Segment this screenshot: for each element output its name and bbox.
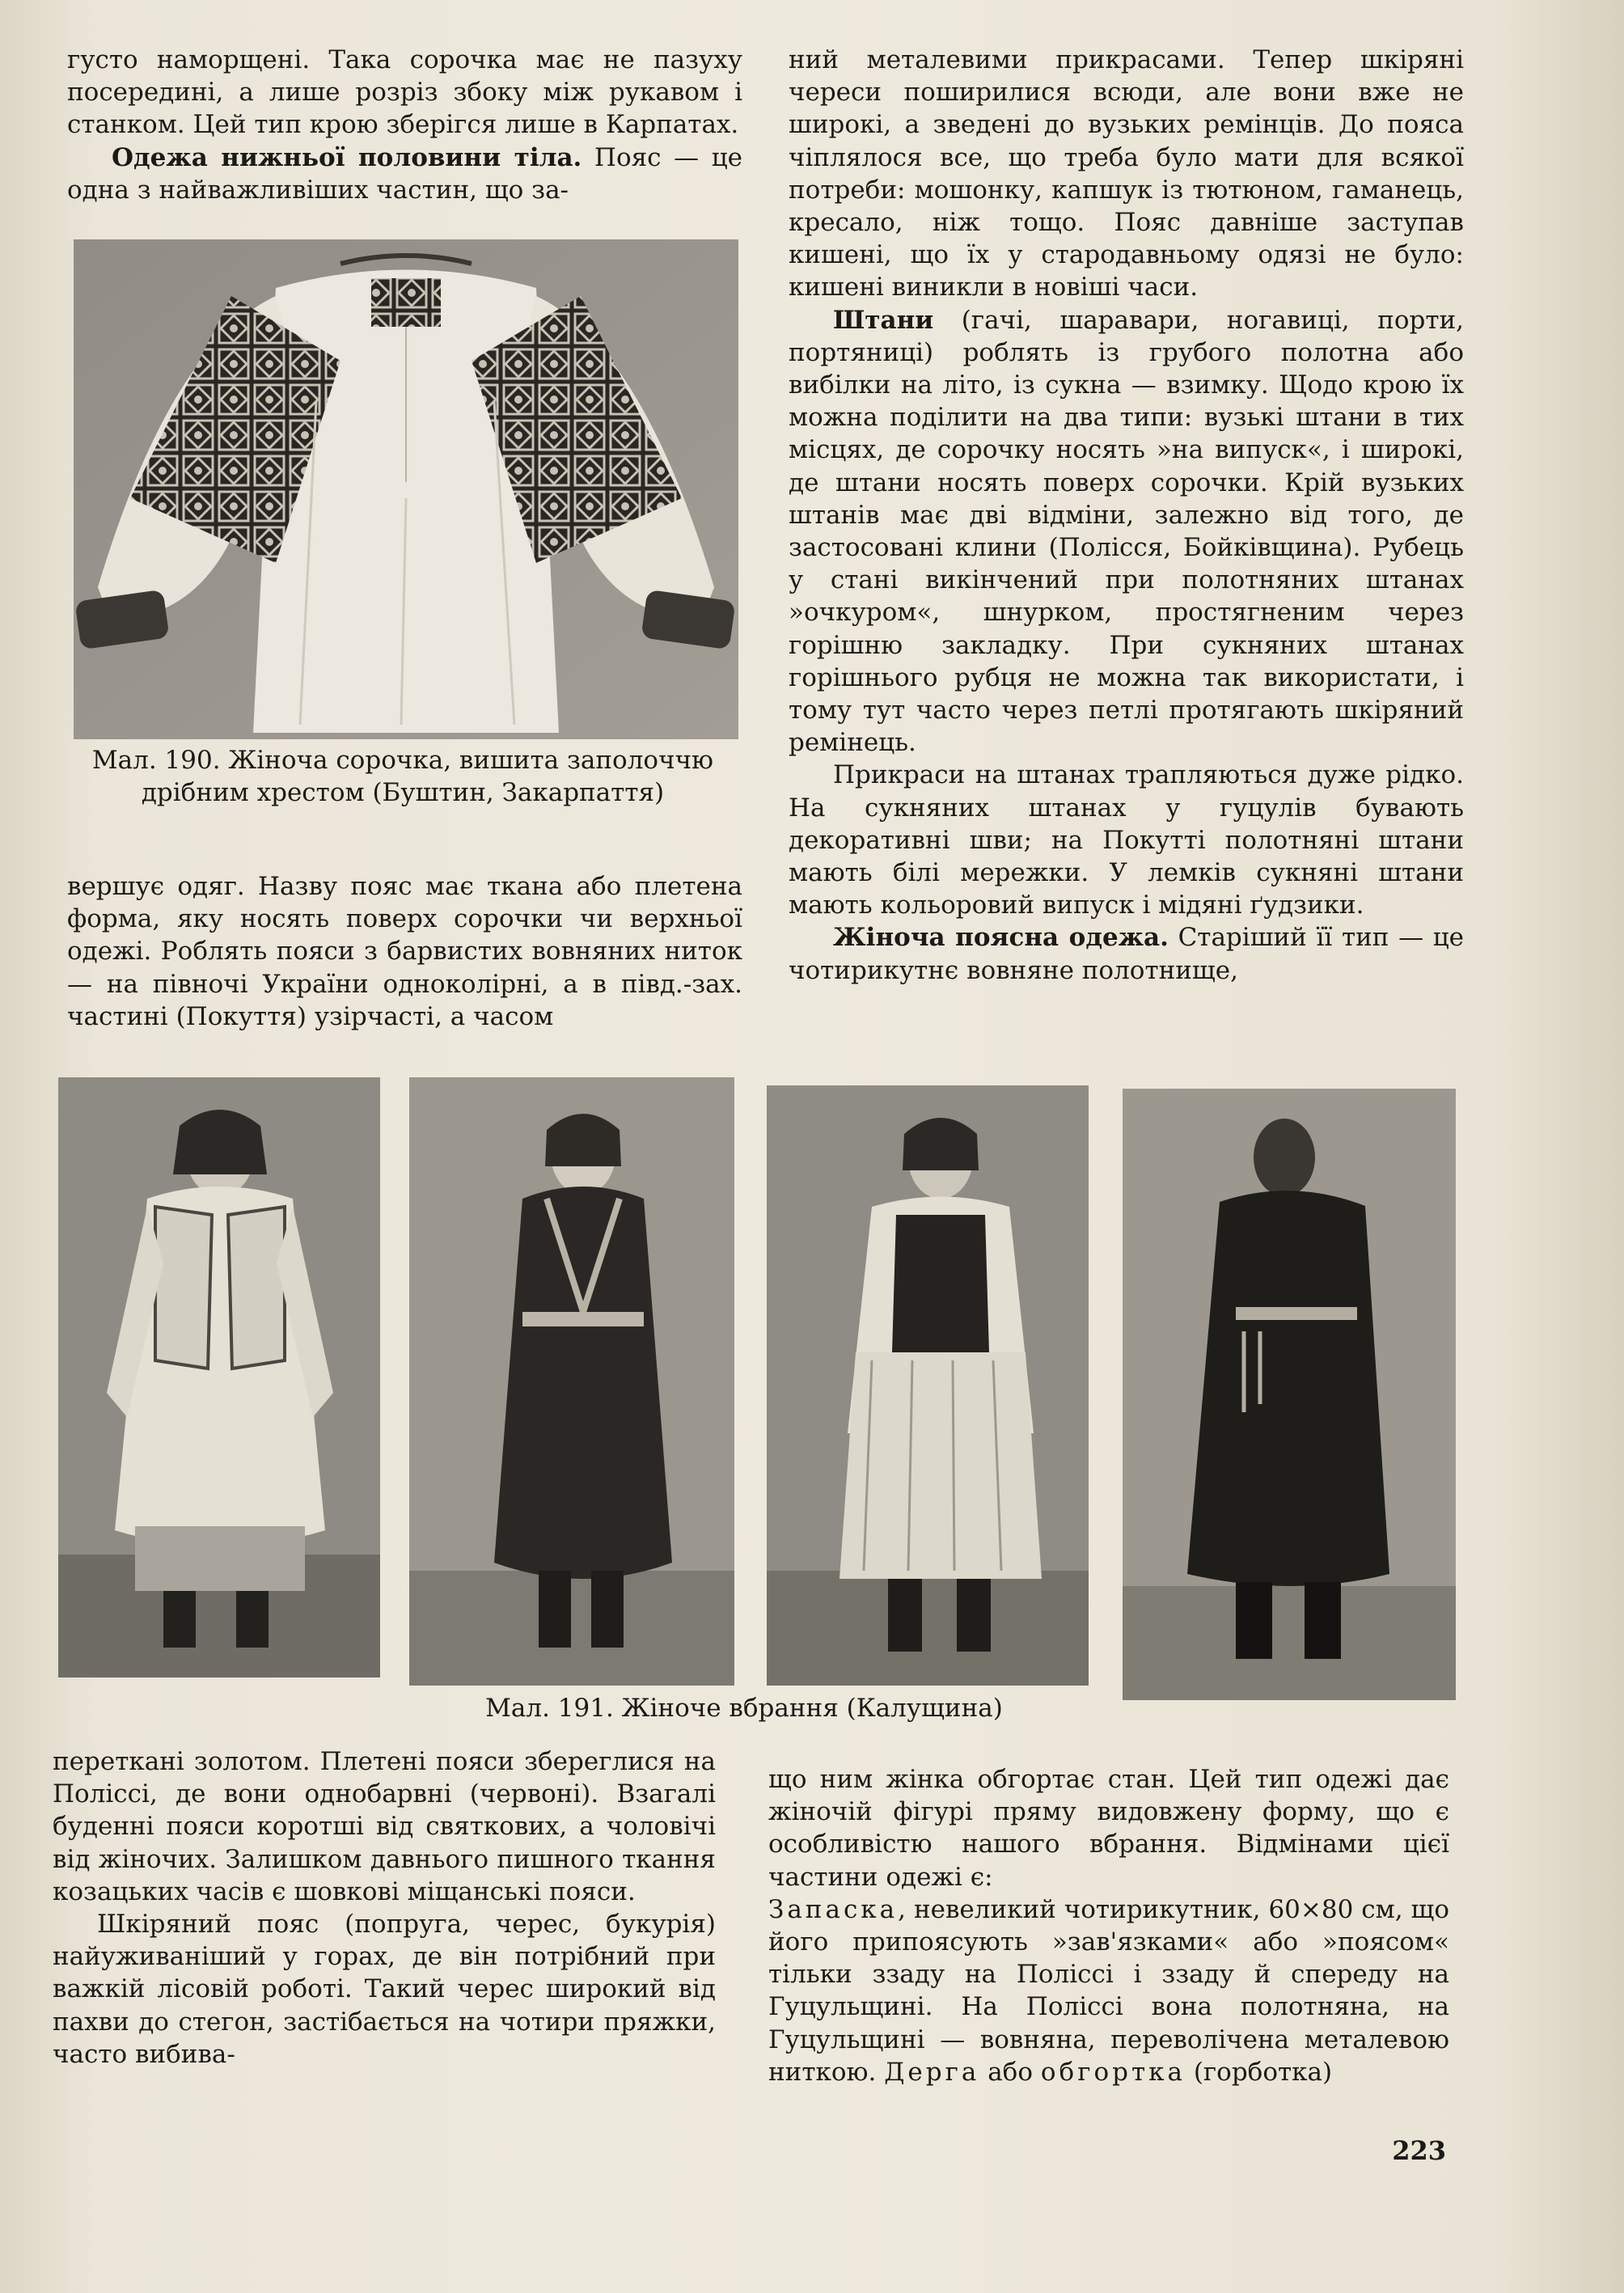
figure-191-photo-4 [1123, 1089, 1456, 1700]
text-column-bottom-left [53, 1745, 716, 2071]
figure-190-caption: Мал. 190. Жіноча сорочка, вишита заполоччю дрібним хрестом (Буштин, Закарпаття) [91, 746, 714, 807]
paragraph: Одежа нижньої половини тіла. Пояс — це одна з найважливіших частин, що за- [67, 142, 742, 205]
text-column-mid-left [67, 870, 742, 1033]
paragraph: вершує одяг. Назву пояс має ткана або плетена форма, яку носять поверх сорочки чи верхньої одежі. Роблять пояси з барвистих вовняних ниток — на півночі України одноколірні, а в півд.-зах. частині (Покуття) узірчасті, а часом [67, 872, 742, 1031]
paragraph: що ним жінка обгортає стан. Цей тип одежі дає жіночій фігурі пряму видовжену форму, що є особливістю нашого вбрання. Відмінами цієї частини одежі є: [768, 1765, 1449, 1892]
paragraph: Прикраси на штанах трапляються дуже рідко. На сукняних штанах у гуцулів бувають декоративні шви; на Покутті полотняні штани мають білі мережки. У лемків сукняні штани мають кольоровий випуск і мідяні ґудзики. [789, 760, 1464, 920]
paragraph: Запаска, невеликий чотирикутник, 60×80 см, що його припоясують »зав'язками« або »поясом« тільки ззаду на Поліссі і ззаду й спереду на Гуцульщині. На Поліссі вона полотняна, на Гуцульщині — вовняна, переволічена металевою ниткою. Дерга або обгортка (горботка) [768, 1894, 1449, 2087]
paragraph: густо наморщені. Така сорочка має не пазуху посередині, а лише розріз збоку між рукавом і станком. Цей тип крою зберігся лише в Карпатах. [67, 45, 742, 140]
term: Запаска [768, 1894, 899, 1924]
paragraph: ний металевими прикрасами. Тепер шкіряні череси поширилися всюди, але вони вже не широкі, а зведені до вузьких ремінців. До пояса чіплялося все, що треба було мати для всякої потреби: мошонку, капшук із тютюном, гаманець, кресало, ніж тощо. Пояс давніше заступав кишені, що їх у стародавньому одязі не було: кишені виникли в новіші часи. [789, 45, 1464, 302]
text-column-bottom-right [768, 1763, 1449, 2088]
paragraph: Жіноча поясна одежа. Старіший її тип — це чотирикутнє вовняне полотнище, [789, 923, 1465, 985]
figure-191-photo-3 [767, 1085, 1089, 1686]
section-heading: Одежа нижньої половини тіла. [112, 142, 582, 172]
section-heading: Жіноча поясна одежа. [833, 923, 1169, 953]
figure-191-photo-1 [58, 1077, 380, 1677]
paragraph: Шкіряний пояс (попруга, черес, букурія) найуживаніший у горах, де він потрібний при важкій лісовій роботі. Такий черес широкий від пахви до стегон, застібається на чотири пряжки, часто вибива- [53, 1910, 716, 2069]
figure-190-shirt-photo [74, 239, 738, 739]
figure-191-caption: Мал. 191. Жіноче вбрання (Калущина) [485, 1694, 1003, 1723]
page-number: 223 [1392, 2135, 1446, 2166]
term: Дерга [884, 2057, 980, 2087]
term: обгортка [1040, 2057, 1186, 2087]
text-column-top-right [789, 44, 1464, 987]
section-heading: Штани [833, 305, 934, 335]
text-column-top-left [67, 44, 742, 206]
shirt-photo-image [74, 239, 738, 739]
paragraph: переткані золотом. Плетені пояси збереглися на Поліссі, де вони однобарвні (червоні). Взагалі буденні пояси коротші від святкових, а чоловічі від жіночих. Залишком давнього пишного ткання козацьких часів є шовкові міщанські пояси. [53, 1747, 716, 1906]
paragraph: Штани (гачі, шаравари, ногавиці, порти, портяниці) роблять із грубого полотна або вибілки на літо, із сукна — взимку. Щодо крою їх можна поділити на два типи: вузькі штани в тих місцях, де сорочку носять »на випуск«, і широкі, де штани носять поверх сорочки. Крій вузьких штанів має дві відміни, залежно від того, де застосовані клини (Полісся, Бойківщина). Рубець у стані викінчений при полотняних штанах »очкуром«, шнурком, простягненим через горішню закладку. При сукняних штанах горішнього рубця не можна так використати, і тому тут часто через петлі протягають шкіряний ремінець. [789, 305, 1464, 758]
figure-191-photo-2 [409, 1077, 734, 1686]
